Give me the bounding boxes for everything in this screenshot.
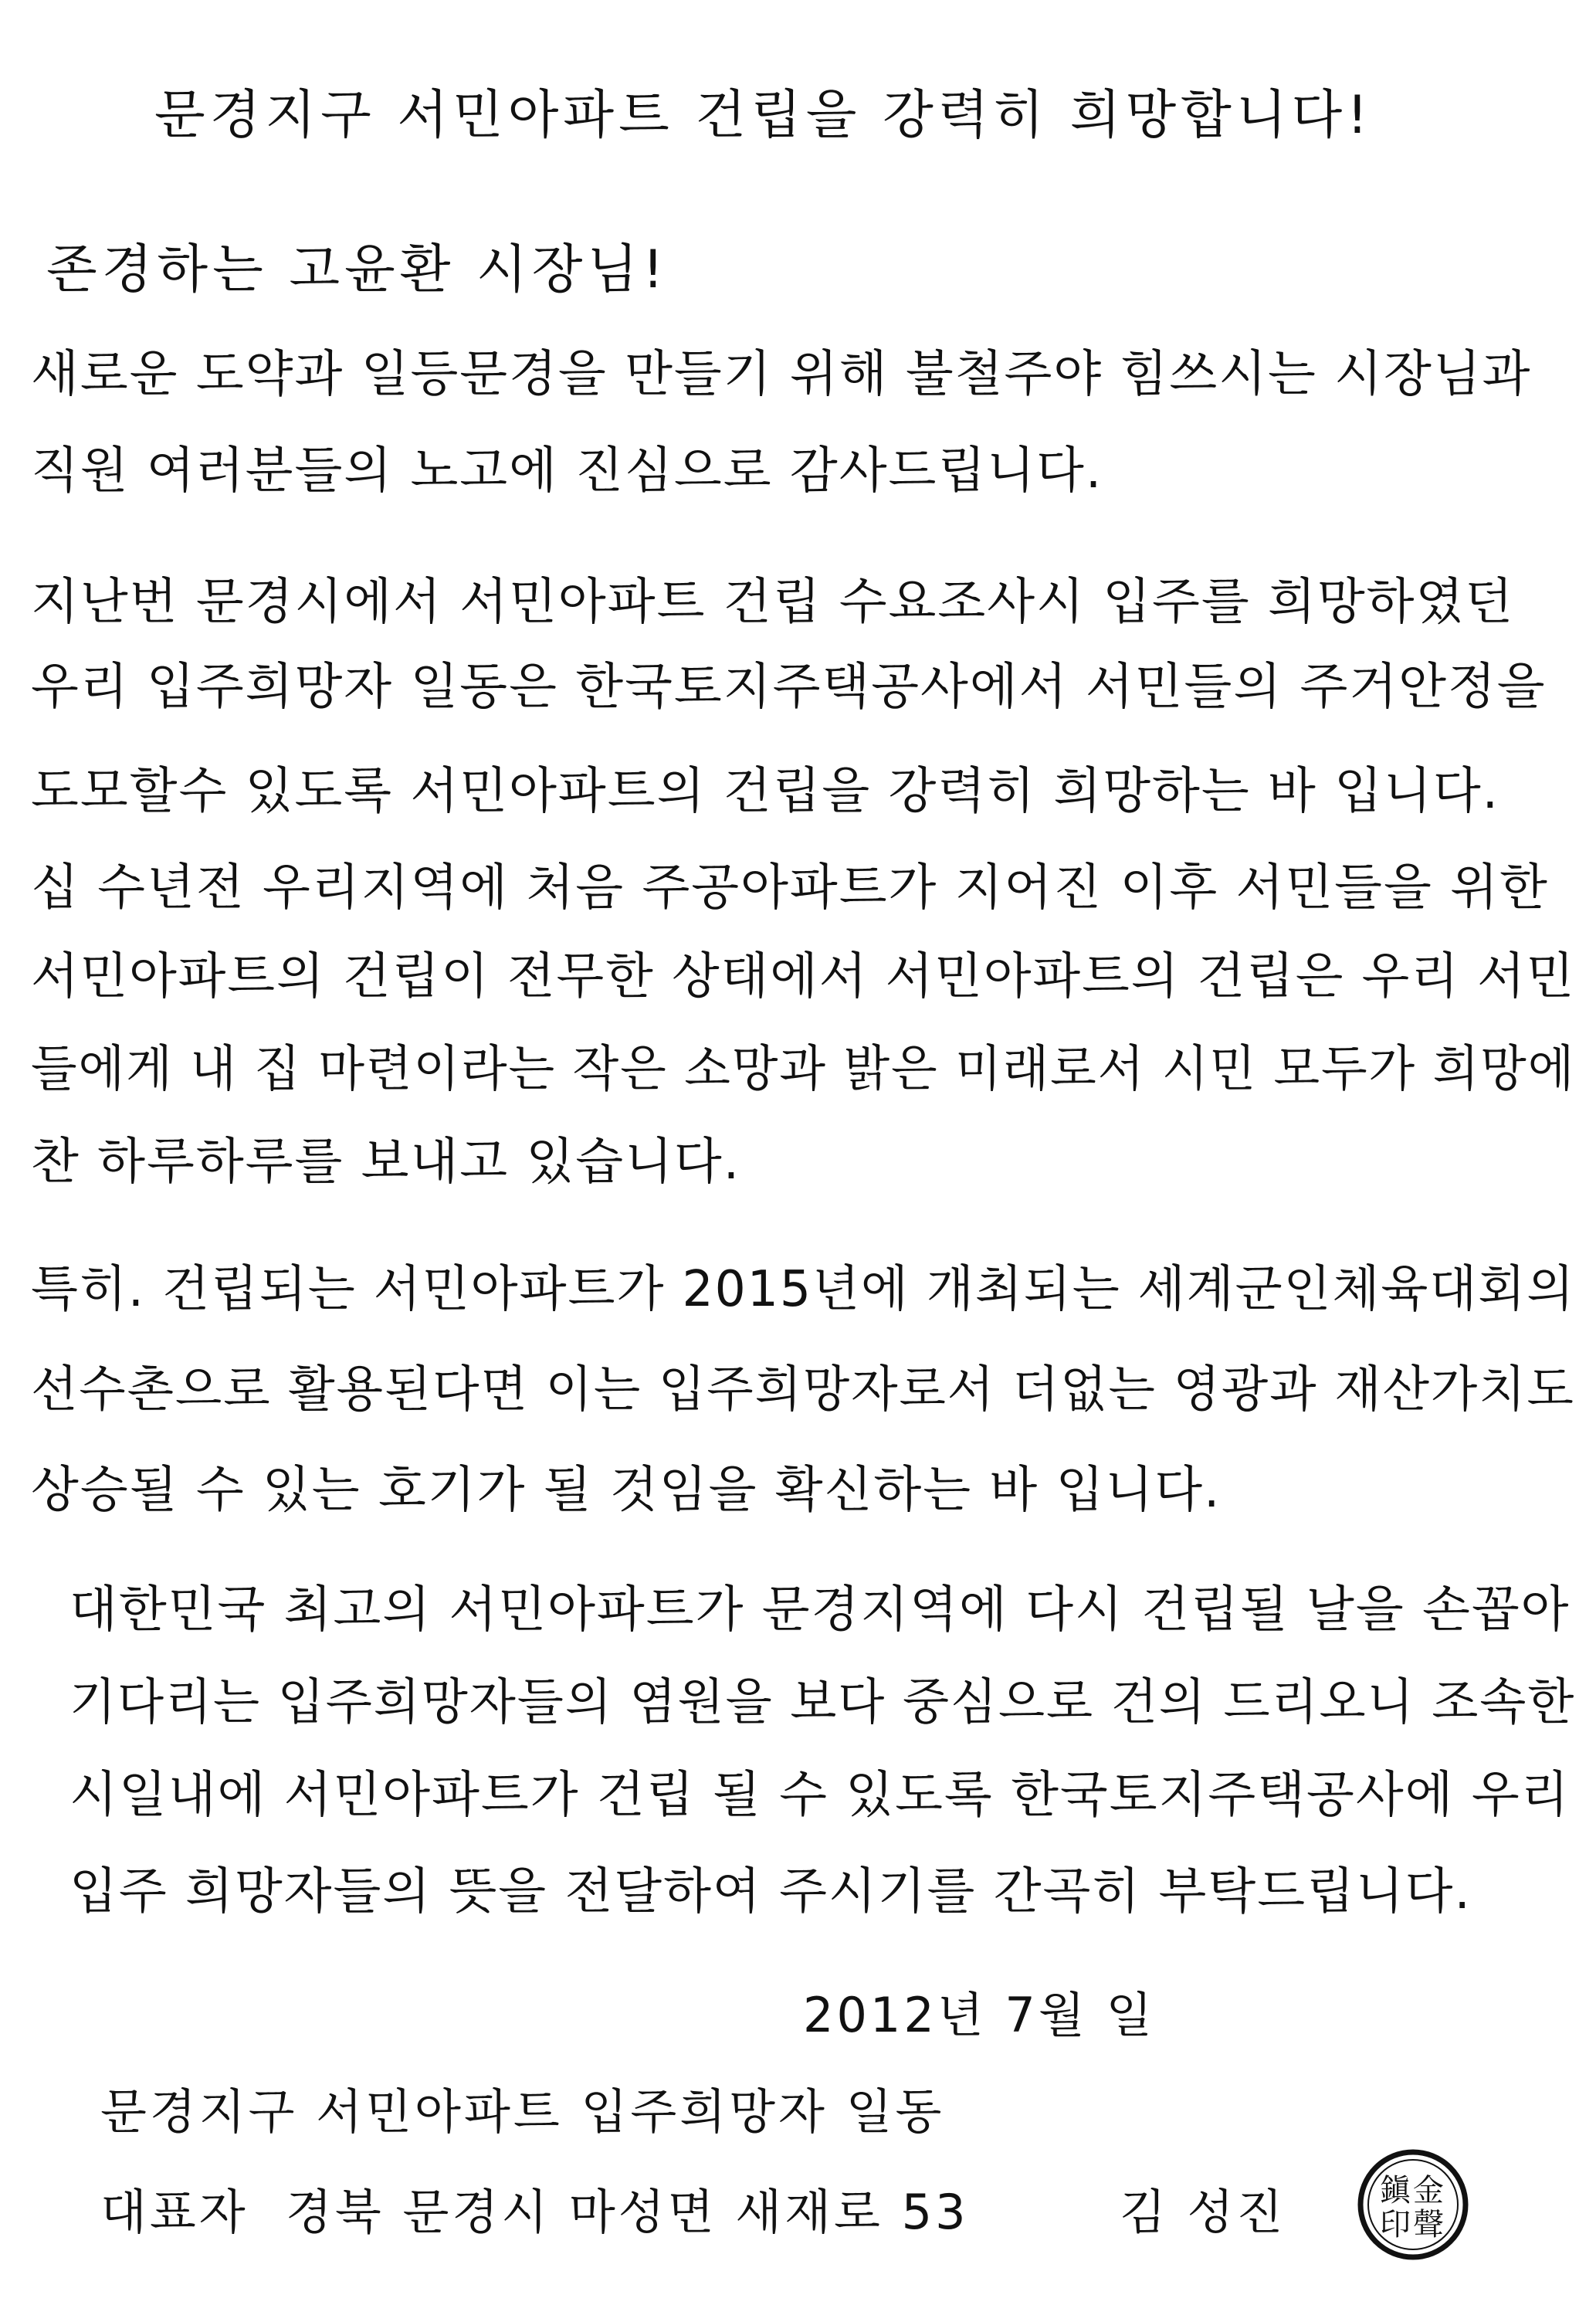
paragraph-3-line-1: 특히. 건립되는 서민아파트가 2015년에 개최되는 세계군인체육대회의 (31, 1261, 1576, 1318)
letter-title: 문경지구 서민아파트 건립을 강력히 희망합니다! (154, 85, 1373, 146)
paragraph-2-line-1: 지난번 문경시에서 서민아파트 건립 수요조사시 입주를 희망하였던 (31, 574, 1515, 631)
svg-text:鎭: 鎭 (1380, 2173, 1411, 2208)
name-seal-stamp (1355, 2147, 1471, 2263)
paragraph-1-line-2: 직원 여러분들의 노고에 진심으로 감사드립니다. (31, 442, 1103, 500)
paragraph-3-line-3: 상승될 수 있는 호기가 될 것임을 확신하는 바 입니다. (31, 1462, 1222, 1519)
paragraph-4-line-4: 입주 희망자들의 뜻을 전달하여 주시기를 간곡히 부탁드립니다. (69, 1863, 1472, 1920)
paragraph-2-line-5: 서민아파트의 건립이 전무한 상태에서 서민아파트의 건립은 우리 서민 (31, 948, 1576, 1005)
svg-text:金: 金 (1413, 2173, 1444, 2208)
paragraph-2-line-3: 도모할수 있도록 서민아파트의 건립을 강력히 희망하는 바 입니다. (31, 763, 1499, 820)
representative-label: 대표자 (100, 2184, 249, 2240)
representative-address: 경북 문경시 마성면 새재로 53 (286, 2184, 969, 2240)
paragraph-2-line-7: 찬 하루하루를 보내고 있습니다. (31, 1134, 741, 1191)
svg-text:印: 印 (1380, 2207, 1411, 2242)
letter-date: 2012년 7월 일 (803, 1987, 1156, 2043)
paragraph-4-line-2: 기다리는 입주희망자들의 염원을 보다 중심으로 건의 드리오니 조속한 (69, 1674, 1576, 1731)
paragraph-3-line-2: 선수촌으로 활용된다면 이는 입주희망자로서 더없는 영광과 재산가치도 (31, 1361, 1575, 1419)
paragraph-2-line-2: 우리 입주희망자 일동은 한국토지주택공사에서 서민들의 주거안정을 (31, 659, 1547, 716)
paragraph-1-line-1: 새로운 도약과 일등문경을 만들기 위해 불철주야 힘쓰시는 시장님과 (31, 346, 1532, 403)
representative-name: 김 성진 (1120, 2184, 1286, 2240)
signature-group: 문경지구 서민아파트 입주희망자 일동 (100, 2083, 945, 2140)
letter-salutation: 존경하는 고윤환 시장님! (46, 239, 669, 300)
paragraph-4-line-1: 대한민국 최고의 서민아파트가 문경지역에 다시 건립될 날을 손꼽아 (69, 1581, 1571, 1639)
svg-text:聲: 聲 (1413, 2207, 1444, 2242)
paragraph-2-line-4: 십 수년전 우리지역에 처음 주공아파트가 지어진 이후 서민들을 위한 (31, 859, 1549, 917)
paragraph-4-line-3: 시일내에 서민아파트가 건립 될 수 있도록 한국토지주택공사에 우리 (69, 1767, 1571, 1824)
paragraph-2-line-6: 들에게 내 집 마련이라는 작은 소망과 밝은 미래로서 시민 모두가 희망에 (31, 1041, 1576, 1098)
